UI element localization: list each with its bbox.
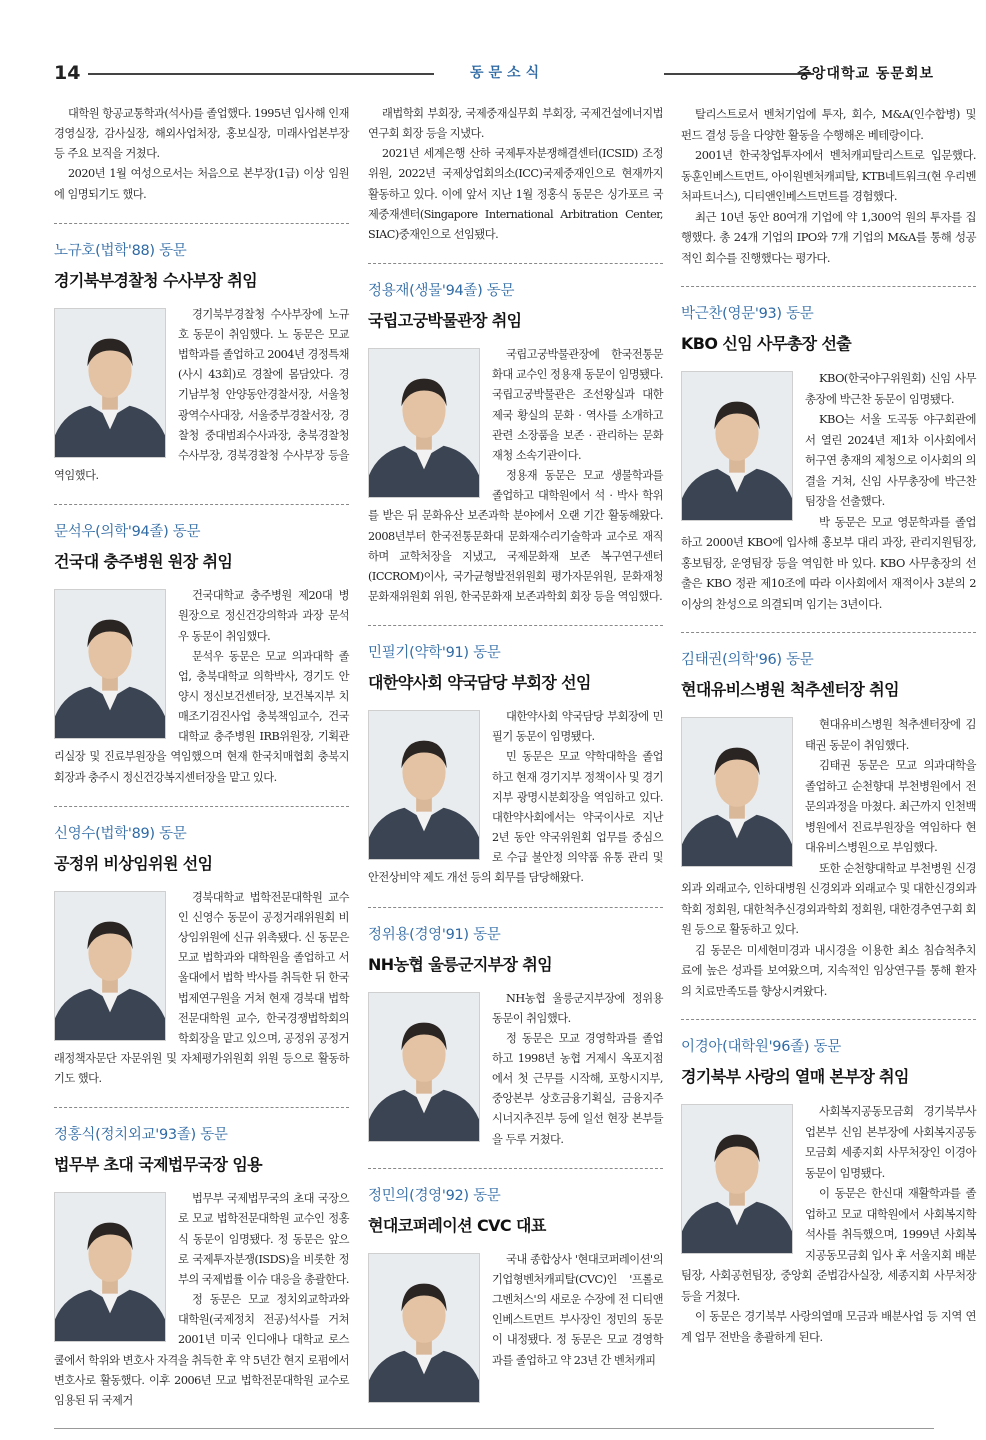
page-header [54,58,934,92]
article-body [681,1101,976,1347]
article-paragraph: KBO(한국야구위원회) 신임 사무총장에 박근찬 동문이 임명됐다. [805,371,976,406]
news-article [681,304,976,614]
article-paragraph: 사회복지공동모금회 경기북부사업본부 신임 본부장에 사회복지공동모금회 세종지회 사무처장인 이경아 동문이 임명됐다. [805,1104,976,1180]
page-number: 14 [54,62,81,84]
article-paragraph: KBO는 서울 도곡동 야구회관에서 열린 2024년 제1차 이사회에서 허구연 총재의 제청으로 이사회의 의결을 거쳐, 신임 사무총장에 박근찬 팀장을 선출했다. [805,412,976,508]
article-paragraph: 법무부 국제법무국의 초대 국장으로 모교 법학전문대학원 교수인 정홍식 동문이 임명됐다. 정 동문은 앞으로 국제투자분쟁(ISDS)을 비롯한 정부의 국제법률 이슈 대응을 총괄한다. [178,1192,349,1286]
dashed-divider [54,1107,349,1108]
article-body [54,305,349,486]
alumni-name: 정위용(경영'91) 동문 [368,926,501,943]
footer-rule [54,1428,934,1429]
article-paragraph: 김 동문은 미세현미경과 내시경을 이용한 최소 침습척추치료에 높은 성과를 보여왔으며, 지속적인 임상연구를 통해 환자의 치료만족도를 향상시켜왔다. [681,942,976,998]
dashed-divider [368,625,663,626]
article-paragraph: 국내 종합상사 '현대코퍼레이션'의 기업형벤처캐피탈(CVC)인 '프롤로그벤처스'의 새로운 수장에 전 디티앤인베스트먼트 부사장인 정민의 동문이 내정됐다. 정 동문은 모교 경영학과를 졸업하고 약 23년 간 벤처캐피 [492,1252,663,1367]
article-headline: 대한약사회 약국담당 부회장 선임 [368,673,591,693]
continuation-paragraph: 탈리스트로서 벤처기업에 투자, 회수, M&A(인수합병) 및 펀드 결성 등을 다양한 활동을 수행해온 베테랑이다. [681,107,976,142]
article-paragraph: 정 동문은 모교 정치외교학과와 대학원(국제정치 전공)석사를 거쳐 2001년 미국 인디애나 대학교 로스쿨에서 학위와 변호사 자격을 취득한 후 약 5년간 현지 로펌에서 변호사로 활동했다. 이후 2006년 모교 법학전문대학원 교수로 임용된 뒤 국제거 [54,1293,349,1407]
column-2 [368,104,663,1407]
article-headline: 경기북부경찰청 수사부장 취임 [54,270,258,290]
portrait-photo [368,992,480,1142]
dashed-divider [681,1019,976,1020]
article-headline: 공정위 비상임위원 선임 [54,853,213,873]
news-article [368,281,663,607]
article-paragraph: 정용재 동문은 모교 생물학과를 졸업하고 대학원에서 석 · 박사 학위를 받은 뒤 문화유산 보존과학 분야에서 오랜 기간 활동해왔다. 2008년부터 한국전통문화대 문화재수리기술학과 교수로 재직하며 교학처장을 지냈고, 국제문화재 보존 복구연구센터(ICCROM)이사, 국가균형발전위원회 평가자문위원, 문화재청 문화재위원회 위원, 한국문화재 보존과학회 회장 등을 역임했다. [368,469,663,603]
portrait-photo [54,589,166,739]
article-paragraph: 경기북부경찰청 수사부장에 노규호 동문이 취임했다. 노 동문은 모교 법학과를 졸업하고 2004년 경정특채(사시 43회)로 경찰에 몸담았다. 경기남부청 안양동안경찰서장, 서울청 광역수사대장, 서울중부경찰서장, 경찰청 중대범죄수사과장, 충북경찰청 수사부장, 경북경찰청 수사부장 등을 역임했다. [54,307,349,483]
article-paragraph: NH농협 울릉군지부장에 정위용 동문이 취임했다. [492,991,663,1025]
portrait-photo [368,710,480,860]
alumni-name: 민필기(약학'91) 동문 [368,645,501,662]
article-headline: 경기북부 사랑의 열매 본부장 취임 [681,1067,909,1086]
article-paragraph: 또한 순천향대학교 부천병원 신경외과 외래교수, 인하대병원 신경외과 외래교수 및 대한신경외과학회 정회원, 대한척추신경외과학회 정회원, 대한경추연구회 회원 등으로 활동하고 있다. [681,860,976,936]
article-headline: 국립고궁박물관장 취임 [368,311,522,331]
continuation-paragraph: 대학원 항공교통학과(석사)를 졸업했다. 1995년 입사해 인재경영실장, 감사실장, 해외사업처장, 홍보실장, 미래사업본부장 등 주요 보직을 거쳤다. [54,107,349,161]
article-headline: 법무부 초대 국제법무국장 임용 [54,1155,263,1175]
alumni-name: 김태권(의학'96) 동문 [681,652,814,668]
dashed-divider [54,223,349,224]
column-1 [54,104,349,1411]
portrait-photo [368,348,480,498]
portrait-photo [54,1192,166,1342]
article-body [54,888,349,1090]
portrait-photo [681,717,793,867]
article-paragraph: 경북대학교 법학전문대학원 교수인 신영수 동문이 공정거래위원회 비상임위원에 신규 위촉됐다. 신 동문은 모교 법학과와 대학원을 졸업하고 서울대에서 법학 박사를 취득한 뒤 한국법제연구원을 거쳐 현재 경북대 법학전문대학원 교수, 한국경쟁법학회의 학회장을 맡고 있으며, 공정위 공정거래정책자문단 자문위원 및 자체평가위원회 위원 등으로 활동하기도 했다. [54,890,349,1086]
news-article [54,522,349,788]
continuation-paragraph: 래법학회 부회장, 국제중재실무회 부회장, 국제건설에너지법연구회 회장 등을 지냈다. [368,107,663,141]
news-article [54,1125,349,1411]
article-headline: KBO 신임 사무총장 선출 [681,334,852,353]
article-headline: 현대코퍼레이션 CVC 대표 [368,1215,546,1235]
column-3 [681,104,976,1347]
header-rule-left [88,73,434,75]
news-article [681,650,976,1001]
news-article [368,1186,663,1371]
article-paragraph: 국립고궁박물관장에 한국전통문화대 교수인 정용재 동문이 임명됐다. 국립고궁박물관은 조선왕실과 대한제국 황실의 문화 · 역사를 소개하고 관련 소장품을 보존 · 관리하는 문화재청 소속기관이다. [492,348,663,462]
alumni-name: 신영수(법학'89) 동문 [54,825,187,842]
article-headline: 건국대 충주병원 원장 취임 [54,552,233,572]
article-paragraph: 박 동문은 모교 영문학과를 졸업하고 2000년 KBO에 입사해 홍보부 대리 과장, 관리지원팀장, 홍보팀장, 운영팀장 등을 역임한 바 있다. KBO 사무총장의 선출은 KBO 정관 제10조에 따라 이사회에서 재적이사 3분의 2 이상의 찬성으로 의결되며 임기는 3년이다. [681,514,976,611]
article-body [368,989,663,1150]
article-paragraph: 현대유비스병원 척추센터장에 김태권 동문이 취임했다. [805,717,976,752]
article-paragraph: 문석우 동문은 모교 의과대학 졸업, 충북대학교 의학박사, 경기도 안양시 정신보건센터장, 보건복지부 치매조기검진사업 충북책임교수, 건국대학교 충주병원 IRB위원장, 기획관리실장 및 진료부원장을 역임했으며 현재 한국치매협회 충북지회장과 충주시 정신건강복지센터장을 맡고 있다. [54,649,349,784]
article-paragraph: 이 동문은 경기북부 사랑의열매 모금과 배분사업 등 지역 연계 업무 전반을 총괄하게 된다. [681,1309,976,1344]
continuation-paragraph: 최근 10년 동안 80여개 기업에 약 1,300억 원의 투자를 집행했다. 총 24개 기업의 IPO와 7개 기업의 M&A를 통해 성공적인 회수를 진행했다는 평가다. [681,209,976,265]
article-headline: 현대유비스병원 척추센터장 취임 [681,680,899,699]
alumni-name: 노규호(법학'88) 동문 [54,242,187,259]
section-title: 동문소식 [470,65,545,81]
article-body [368,345,663,607]
alumni-name: 정용재(생물'94졸) 동문 [368,283,515,300]
portrait-photo [681,1104,793,1254]
article-body [681,714,976,1001]
article-paragraph: 이 동문은 한신대 재활학과를 졸업하고 모교 대학원에서 사회복지학 석사를 취득했으며, 1999년 사회복지공동모금회 입사 후 서울지회 배분팀장, 사회공헌팀장, 중앙회 준법감사실장, 세종지회 사무처장 등을 거쳤다. [681,1186,976,1303]
alumni-name: 박근찬(영문'93) 동문 [681,306,814,322]
portrait-photo [54,308,166,458]
article-body [54,586,349,788]
portrait-photo [54,891,166,1041]
header-rule-right [664,73,814,75]
news-article [681,1037,976,1347]
news-article [54,824,349,1090]
continuation-paragraph: 2020년 1월 여성으로서는 처음으로 본부장(1급) 이상 임원에 임명되기도 했다. [54,167,349,201]
portrait-photo [368,1253,480,1403]
alumni-name: 이경아(대학원'96졸) 동문 [681,1039,841,1055]
dashed-divider [681,632,976,633]
alumni-name: 정민의(경영'92) 동문 [368,1187,501,1204]
dashed-divider [368,1168,663,1169]
article-paragraph: 김태권 동문은 모교 의과대학을 졸업하고 순천향대 부천병원에서 전문의과정을 마쳤다. 최근까지 인천백병원에서 진료부원장을 역임하다 현대유비스병원으로 부임했다. [805,758,976,854]
alumni-name: 문석우(의학'94졸) 동문 [54,524,201,541]
article-paragraph: 민 동문은 모교 약학대학을 졸업하고 현재 경기지부 정책이사 및 경기지부 광명시분회장을 역임하고 있다. 대한약사회에서는 약국이사로 지난 2년 동안 약국위원회 업무를 중심으로 수급 불안정 의약품 유통 관리 및 안전상비약 제도 개선 등의 회무를 담당해왔다. [368,750,663,885]
news-article [368,925,663,1150]
dashed-divider [54,504,349,505]
news-article [368,643,663,888]
article-paragraph: 정 동문은 모교 경영학과를 졸업하고 1998년 농협 거제시 옥포지점에서 첫 근무를 시작해, 포항시지부, 중앙본부 상호금융기획실, 금융지주 시너지추진부 등에 일선 현장 본부들을 두루 거쳤다. [492,1031,663,1146]
article-body [368,1250,663,1371]
dashed-divider [368,263,663,264]
article-body [368,707,663,888]
continuation-paragraph: 2021년 세계은행 산하 국제투자분쟁해결센터(ICSID) 조정위원, 2022년 국제상업회의소(ICC)국제중재인으로 현재까지 활동하고 있다. 이에 앞서 지난 1월 정홍식 동문은 싱가포르 국제중재센터(Singapore International Arbitration Center, SIAC)중재인으로 선임됐다. [368,147,663,241]
continuation-paragraph: 2001년 한국창업투자에서 벤처캐피탈리스트로 입문했다. 동훈인베스트먼트, 아이원벤처캐피탈, KTB네트워크(현 우리벤처파트너스), 디티앤인베스트먼트를 경험했다. [681,148,976,203]
publication-name: 중앙대학교 동문회보 [797,66,934,82]
article-body [681,368,976,614]
dashed-divider [368,907,663,908]
news-article [54,241,349,486]
dashed-divider [54,806,349,807]
article-headline: NH농협 울릉군지부장 취임 [368,954,553,974]
portrait-photo [681,371,793,521]
article-paragraph: 건국대학교 충주병원 제20대 병원장으로 정신건강의학과 과장 문석우 동문이 취임했다. [178,589,349,643]
article-body [54,1189,349,1411]
alumni-name: 정홍식(정치외교'93졸) 동문 [54,1127,228,1144]
dashed-divider [681,286,976,287]
article-paragraph: 대한약사회 약국담당 부회장에 민필기 동문이 임명됐다. [492,710,663,744]
